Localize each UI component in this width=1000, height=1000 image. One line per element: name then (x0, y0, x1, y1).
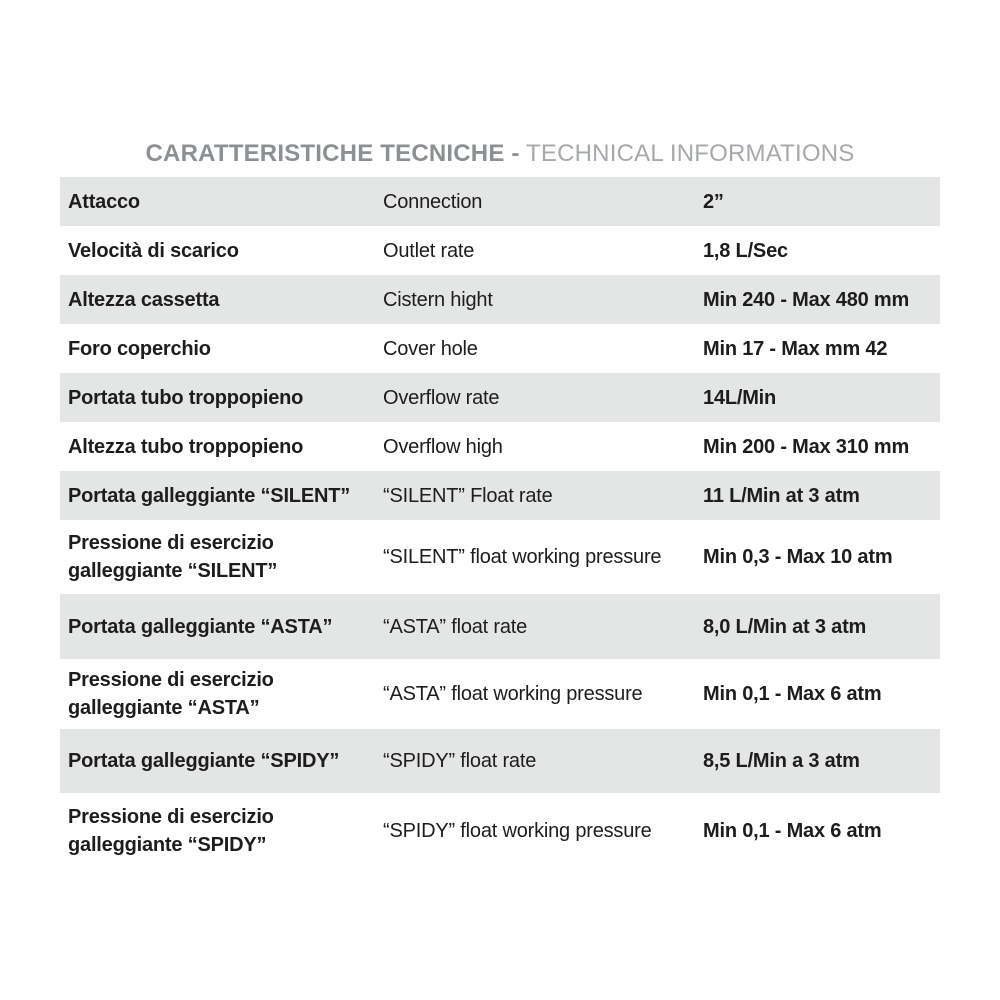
spec-label-english: Overflow high (383, 435, 503, 458)
spec-label-italian: Portata galleggiante “ASTA” (68, 615, 333, 638)
table-row (60, 659, 940, 729)
spec-value: Min 200 - Max 310 mm (703, 435, 910, 458)
table-row (60, 275, 940, 324)
spec-label-italian: Pressione di esercizio galleggiante “SPIDY” (68, 806, 274, 856)
spec-value: Min 17 - Max mm 42 (703, 337, 888, 360)
spec-value: 14L/Min (703, 386, 777, 409)
spec-label-italian: Altezza tubo troppopieno (68, 435, 304, 458)
table-row (60, 594, 940, 659)
spec-value: 8,0 L/Min at 3 atm (703, 615, 867, 638)
table-row (60, 729, 940, 793)
spec-label-italian: Pressione di esercizio galleggiante “ASTA” (68, 669, 274, 719)
spec-label-italian: Altezza cassetta (68, 288, 220, 311)
spec-label-english: Cover hole (383, 337, 478, 360)
table-row (60, 226, 940, 275)
spec-value: 11 L/Min at 3 atm (703, 484, 860, 507)
spec-label-english: “ASTA” float rate (383, 615, 528, 638)
spec-value: 8,5 L/Min a 3 atm (703, 750, 860, 772)
spec-label-italian: Attacco (68, 190, 140, 213)
spec-label-english: “SILENT” float working pressure (383, 546, 662, 568)
table-row (60, 324, 940, 373)
spec-value: Min 0,1 - Max 6 atm (703, 820, 882, 842)
spec-label-english: Outlet rate (383, 239, 475, 262)
spec-label-english: “SPIDY” float working pressure (383, 820, 652, 842)
spec-label-english: “ASTA” float working pressure (383, 683, 643, 705)
spec-value: 2” (703, 190, 724, 213)
spec-table (60, 177, 940, 869)
spec-label-english: Cistern hight (383, 288, 493, 311)
spec-label-italian: Portata tubo troppopieno (68, 386, 304, 409)
table-row (60, 793, 940, 869)
spec-value: Min 0,3 - Max 10 atm (703, 546, 893, 568)
table-row (60, 373, 940, 422)
spec-label-italian: Foro coperchio (68, 337, 211, 360)
section-title-english: TECHNICAL INFORMATIONS (526, 140, 855, 167)
spec-label-english: “SPIDY” float rate (383, 750, 537, 772)
table-row (60, 177, 940, 226)
section-title (60, 138, 940, 169)
table-row (60, 471, 940, 520)
spec-label-english: Connection (383, 190, 483, 213)
spec-section (60, 138, 940, 869)
spec-label-english: Overflow rate (383, 386, 500, 409)
section-title-italian: CARATTERISTICHE TECNICHE - (145, 140, 520, 167)
spec-value: 1,8 L/Sec (703, 239, 788, 262)
spec-label-english: “SILENT” Float rate (383, 484, 553, 507)
spec-label-italian: Velocità di scarico (68, 239, 239, 262)
spec-label-italian: Portata galleggiante “SILENT” (68, 484, 351, 507)
spec-value: Min 240 - Max 480 mm (703, 288, 910, 311)
table-row (60, 422, 940, 471)
table-row (60, 520, 940, 594)
spec-label-italian: Portata galleggiante “SPIDY” (68, 750, 340, 772)
spec-value: Min 0,1 - Max 6 atm (703, 683, 882, 705)
spec-label-italian: Pressione di esercizio galleggiante “SILENT” (68, 532, 278, 582)
